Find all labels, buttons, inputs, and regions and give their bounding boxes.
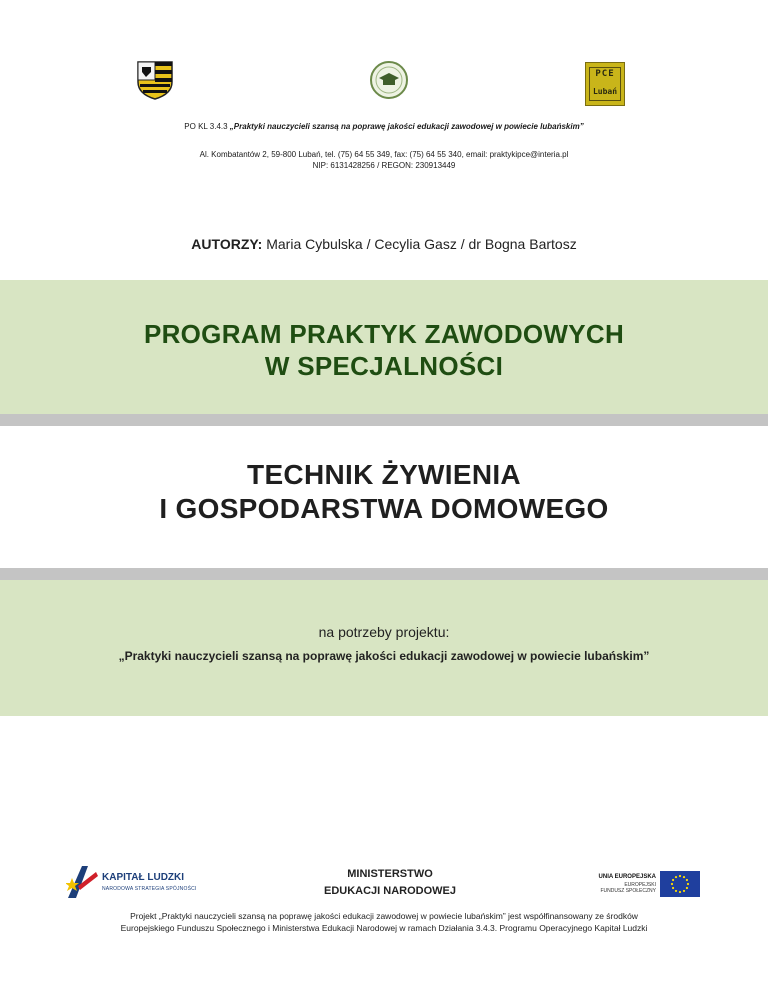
project-needs-label: na potrzeby projektu: — [318, 624, 450, 640]
pce-logo-subtext: Lubań — [592, 87, 618, 96]
address-block — [0, 149, 768, 171]
eu-flag-icon — [660, 871, 700, 897]
registration-line: NIP: 6131428256 / REGON: 230913449 — [312, 161, 456, 170]
ministry-line: EDUKACJI NARODOWEJ — [323, 885, 456, 897]
authors-names: Maria Cybulska / Cecylia Gasz / dr Bogna Bartosz — [262, 236, 577, 252]
specialty-title-line: TECHNIK ŻYWIENIA — [247, 459, 521, 490]
eu-star-icon — [675, 890, 677, 892]
document-title — [0, 318, 768, 382]
eu-logo-subtitle-line: FUNDUSZ SPOŁECZNY — [600, 888, 656, 894]
eu-star-icon — [679, 875, 681, 877]
pce-logo-text: PCE — [595, 69, 615, 79]
eu-logo-subtitle — [560, 882, 656, 894]
eu-star-icon — [679, 891, 681, 893]
specialty-title-line: I GOSPODARSTWA DOMOWEGO — [159, 493, 609, 524]
program-code: PO KL 3.4.3 — [184, 122, 230, 131]
pce-circle-emblem-logo — [369, 60, 409, 100]
kapital-ludzki-emblem-icon — [66, 864, 100, 900]
eu-star-icon — [686, 879, 688, 881]
document-title-line: W SPECJALNOŚCI — [264, 351, 504, 381]
kapital-ludzki-logo — [66, 864, 206, 904]
footer-line: Europejskiego Funduszu Społecznego i Ministerstwa Edukacji Narodowej w ramach Działania 3.4.3. Programu Operacyjnego Kapitał Ludzki — [120, 923, 648, 933]
eu-star-icon — [683, 876, 685, 878]
footer-line: Projekt „Praktyki nauczycieli szansą na poprawę jakości edukacji zawodowej w powiecie lubańskim” jest współfinansowany ze środków — [130, 911, 638, 921]
kapital-ludzki-subtitle: NARODOWA STRATEGIA SPÓJNOŚCI — [102, 886, 197, 892]
specialty-title — [0, 458, 768, 526]
eu-star-icon — [686, 887, 688, 889]
divider-bar — [0, 568, 768, 580]
eu-logo-title: UNIA EUROPEJSKA — [598, 874, 656, 880]
lubanski-county-crest-logo — [136, 60, 174, 100]
pce-luban-logo — [585, 62, 625, 106]
eu-star-icon — [672, 887, 674, 889]
eu-star-icon — [671, 883, 673, 885]
address-line: Al. Kombatantów 2, 59-800 Lubań, tel. (75) 64 55 349, fax: (75) 64 55 340, email: praktykipce@interia.pl — [199, 150, 569, 159]
kapital-ludzki-title: KAPITAŁ LUDZKI — [102, 872, 185, 883]
project-name: „Praktyki nauczycieli szansą na poprawę jakości edukacji zawodowej w powiecie lubańskim” — [118, 649, 650, 663]
eu-logo-subtitle-line: EUROPEJSKI — [624, 882, 656, 888]
authors-line — [0, 236, 768, 252]
project-band — [0, 580, 768, 716]
document-title-line: PROGRAM PRAKTYK ZAWODOWYCH — [143, 319, 625, 349]
ministry-line: MINISTERSTWO — [347, 868, 433, 880]
authors-label: AUTORZY: — [191, 236, 263, 252]
divider-bar — [0, 414, 768, 426]
ministry-logo — [310, 866, 470, 900]
program-title: „Praktyki nauczycieli szansą na poprawę jakości edukacji zawodowej w powiecie lubańskim” — [229, 122, 584, 131]
eu-star-icon — [672, 879, 674, 881]
eu-star-icon — [687, 883, 689, 885]
eu-star-icon — [675, 876, 677, 878]
program-line — [0, 122, 768, 131]
eu-star-icon — [683, 890, 685, 892]
footer-funding-note — [0, 910, 768, 934]
